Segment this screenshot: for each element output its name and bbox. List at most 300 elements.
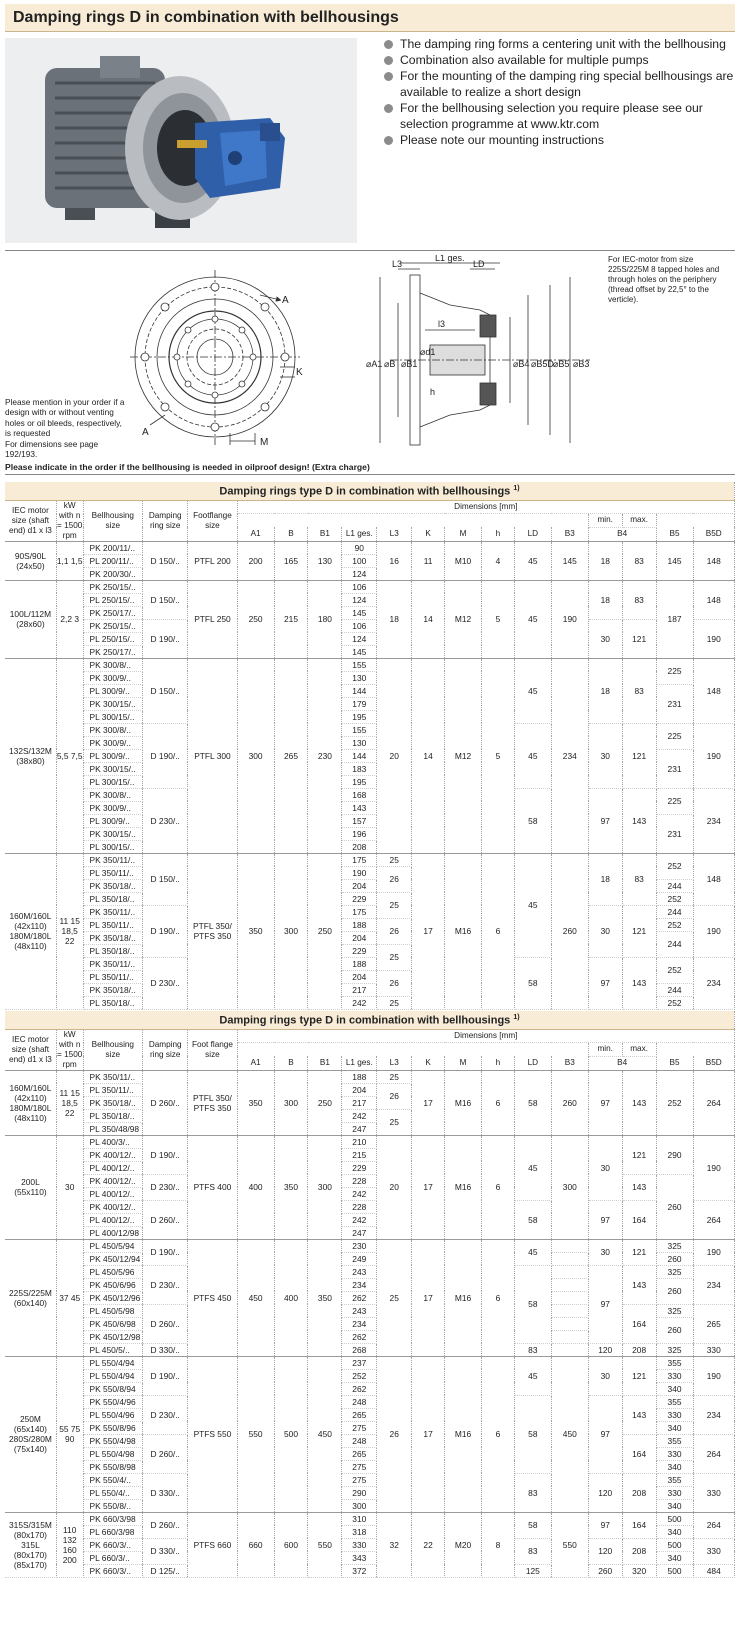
cell-bellhousing: PL 250/15/..: [83, 632, 143, 645]
cell-b5: 252: [656, 1070, 693, 1135]
dim-header: M: [445, 1056, 482, 1070]
dim-header: h: [481, 527, 514, 541]
table-caption: Damping rings type D in combination with bellhousings $^{1)}$: [5, 1011, 735, 1029]
cell-b: 300: [274, 853, 308, 1009]
cell-b5: 231: [656, 749, 693, 788]
cell-b5: 325: [656, 1239, 693, 1252]
table-caption: Damping rings type D in combination with bellhousings $^{1)}$: [5, 482, 735, 500]
cell-foot: PTFL 200: [188, 541, 237, 580]
cell-l1: 234: [342, 1278, 377, 1291]
cell-kw: 2,2 3: [56, 580, 83, 658]
cell-bellhousing: PK 550/8/98: [83, 1460, 143, 1473]
cell-l1: 179: [342, 697, 377, 710]
cell-bellhousing: PK 400/12/..: [83, 1148, 143, 1161]
cell-iec: 160M/160L (42x110) 180M/180L (48x110): [5, 1070, 56, 1135]
cell-l1: 237: [342, 1356, 377, 1369]
cell-b4min: 120: [588, 1343, 622, 1356]
cell-b4max: 121: [622, 1239, 656, 1265]
cell-l3: 26: [377, 918, 412, 944]
label-b1: ⌀B1: [401, 359, 418, 369]
cell-b5: 252: [656, 918, 693, 931]
dim-header: B4: [588, 1056, 656, 1070]
cell-bellhousing: PK 300/8/..: [83, 658, 143, 671]
cell-h: 6: [481, 853, 514, 1009]
label-l3-inner: l3: [438, 319, 446, 329]
cell-l3: 25: [377, 1239, 412, 1356]
cell-bellhousing: PL 300/9/..: [83, 684, 143, 697]
cell-b5: 355: [656, 1434, 693, 1447]
cell-kw: 30: [56, 1135, 83, 1239]
cell-ld: 45: [514, 1356, 551, 1395]
cell-foot: PTFS 550: [188, 1356, 237, 1512]
label-b4: ⌀B4: [513, 359, 530, 369]
cell-b4max: 121: [622, 1356, 656, 1395]
cell-b3: 190: [551, 580, 588, 658]
cell-l3: 25: [377, 996, 412, 1009]
cell-ld: 45: [514, 580, 551, 658]
cell-bellhousing: PL 550/4/94: [83, 1369, 143, 1382]
cell-bellhousing: PL 400/3/..: [83, 1135, 143, 1148]
feature-item: For the bellhousing selection you require please see our selection programme at www.ktr.com: [384, 100, 734, 132]
cell-l3: 26: [377, 866, 412, 892]
cell-bellhousing: PK 300/15/..: [83, 697, 143, 710]
cell-l1: 249: [342, 1252, 377, 1265]
table-row: [5, 1343, 735, 1356]
cell-bellhousing: PL 300/9/..: [83, 814, 143, 827]
cell-ring: D 230/..: [143, 1265, 188, 1304]
cell-b4min: 30: [588, 905, 622, 957]
cell-l1: 265: [342, 1408, 377, 1421]
feature-item: The damping ring forms a centering unit with the bellhousing: [384, 36, 734, 52]
cell-bellhousing: PK 550/4/96: [83, 1395, 143, 1408]
dim-header: B5: [656, 527, 693, 541]
cell-l1: 275: [342, 1421, 377, 1434]
cell-l1: 300: [342, 1499, 377, 1512]
cell-l1: 229: [342, 944, 377, 957]
cell-l1: 157: [342, 814, 377, 827]
b4-max: max.: [622, 1043, 656, 1057]
cell-l1: 262: [342, 1382, 377, 1395]
cell-b5: 340: [656, 1382, 693, 1395]
cell-l1: 343: [342, 1551, 377, 1564]
b4-max: max.: [622, 514, 656, 528]
cell-b5: 330: [656, 1486, 693, 1499]
cell-bellhousing: PL 300/9/..: [83, 749, 143, 762]
cell-b4min: 97: [588, 1395, 622, 1473]
cell-b5d: 330: [693, 1473, 734, 1512]
cell-b: 215: [274, 580, 308, 658]
cell-l1: 144: [342, 749, 377, 762]
cell-l1: 318: [342, 1525, 377, 1538]
cell-b5d: 190: [693, 905, 734, 957]
cell-b5: 340: [656, 1460, 693, 1473]
cell-l1: 243: [342, 1304, 377, 1317]
cell-l1: 130: [342, 671, 377, 684]
cell-bellhousing: PK 250/17/..: [83, 645, 143, 658]
cell-l1: 168: [342, 788, 377, 801]
cell-l1: 204: [342, 1083, 377, 1096]
cell-bellhousing: PK 550/8/96: [83, 1421, 143, 1434]
cell-b4max: 83: [622, 853, 656, 905]
cell-iec: 225S/225M (60x140): [5, 1239, 56, 1356]
cell-bellhousing: PK 350/11/..: [83, 957, 143, 970]
cell-bellhousing: PL 200/11/..: [83, 554, 143, 567]
cell-l1: 144: [342, 684, 377, 697]
cell-bellhousing: PK 550/4/..: [83, 1473, 143, 1486]
cell-iec: 160M/160L (42x110) 180M/180L (48x110): [5, 853, 56, 1009]
cell-m: M12: [445, 658, 482, 853]
dim-header: L1 ges.: [342, 527, 377, 541]
cell-ring: D 150/..: [143, 580, 188, 619]
cell-bellhousing: PK 450/6/96: [83, 1278, 143, 1291]
col-ring: Damping ring size: [143, 500, 188, 541]
table-row: [5, 1473, 735, 1486]
cell-bellhousing: PL 550/4/96: [83, 1408, 143, 1421]
cell-b4min: 30: [588, 1356, 622, 1395]
dim-header: B5D: [693, 527, 734, 541]
cell-l1: 217: [342, 1096, 377, 1109]
cell-bellhousing: PL 450/5/98: [83, 1304, 143, 1317]
cell-foot: PTFS 450: [188, 1239, 237, 1356]
cell-a1: 350: [237, 1070, 274, 1135]
cell-l1: 155: [342, 658, 377, 671]
pump-motor-illustration: [5, 38, 357, 243]
cell-ld: 45: [514, 1135, 551, 1200]
cell-b3: 260: [551, 853, 588, 1009]
cell-bellhousing: PK 660/3/..: [83, 1564, 143, 1577]
cell-b5d: 148: [693, 853, 734, 905]
label-k: K: [296, 367, 303, 378]
cell-b5d: 234: [693, 1265, 734, 1304]
table-row: [5, 658, 735, 671]
cell-b4max: 143: [622, 1395, 656, 1434]
cell-b5d: 264: [693, 1200, 734, 1239]
cell-b4max: 121: [622, 1135, 656, 1174]
cell-l1: 124: [342, 567, 377, 580]
cell-b4max: 143: [622, 1265, 656, 1304]
cell-k: 14: [412, 658, 445, 853]
cell-k: 22: [412, 1512, 445, 1577]
cell-b4max: 208: [622, 1473, 656, 1512]
cell-b5: 225: [656, 658, 693, 684]
cell-b1: 250: [308, 853, 342, 1009]
cell-b4min: 18: [588, 853, 622, 905]
cell-b: 300: [274, 1070, 308, 1135]
cell-bellhousing: PL 660/3/..: [83, 1551, 143, 1564]
cell-b: 600: [274, 1512, 308, 1577]
bellhousing-table-1: [5, 482, 735, 1010]
table-row: [5, 1434, 735, 1447]
cell-bellhousing: PL 660/3/98: [83, 1525, 143, 1538]
cell-l1: 262: [342, 1330, 377, 1343]
cell-l1: 208: [342, 840, 377, 853]
cell-foot: PTFL 350/ PTFS 350: [188, 1070, 237, 1135]
cell-bellhousing: PL 350/18/..: [83, 944, 143, 957]
cell-l1: 230: [342, 1239, 377, 1252]
table-row: [5, 1135, 735, 1148]
cell-b5: 355: [656, 1395, 693, 1408]
cell-l1: 242: [342, 1213, 377, 1226]
cell-iec: 132S/132M (38x80): [5, 658, 56, 853]
cell-h: 6: [481, 1070, 514, 1135]
cell-ld: 58: [514, 788, 551, 853]
cell-bellhousing: PK 400/12/..: [83, 1174, 143, 1187]
cell-l1: 204: [342, 970, 377, 983]
cell-bellhousing: PK 250/15/..: [83, 619, 143, 632]
dim-header: LD: [514, 1056, 551, 1070]
cell-bellhousing: PL 350/11/..: [83, 970, 143, 983]
cell-b5: 244: [656, 983, 693, 996]
cell-bellhousing: PL 250/15/..: [83, 593, 143, 606]
cell-bellhousing: PK 660/3/98: [83, 1512, 143, 1525]
cell-b4max: 164: [622, 1512, 656, 1538]
cell-ld: 45: [514, 723, 551, 788]
cell-empty: [551, 1343, 588, 1356]
cell-b4max: 121: [622, 619, 656, 658]
cell-l1: 124: [342, 593, 377, 606]
cell-l1: 330: [342, 1538, 377, 1551]
cell-b4min: 97: [588, 957, 622, 1009]
cell-empty: [551, 1252, 588, 1265]
cell-b5: 244: [656, 931, 693, 957]
bellhousing-table-2: [5, 1011, 735, 1578]
table-row: [5, 853, 735, 866]
cell-empty: [551, 1317, 588, 1330]
cell-b5: 252: [656, 892, 693, 905]
cell-bellhousing: PL 400/12/98: [83, 1226, 143, 1239]
cell-b1: 550: [308, 1512, 342, 1577]
cell-b5d: 234: [693, 1395, 734, 1434]
cell-ring: D 230/..: [143, 1395, 188, 1434]
cell-iec: 100L/112M (28x60): [5, 580, 56, 658]
cell-b4max: 164: [622, 1200, 656, 1239]
feature-list: [384, 36, 734, 148]
cell-b5: 330: [656, 1447, 693, 1460]
cell-bellhousing: PK 350/11/..: [83, 905, 143, 918]
cell-b5d: 265: [693, 1304, 734, 1343]
cell-h: 6: [481, 1135, 514, 1239]
b4-min: min.: [588, 514, 622, 528]
table-row: [5, 957, 735, 970]
cell-b: 265: [274, 658, 308, 853]
cell-empty: [551, 1278, 588, 1291]
cell-bellhousing: PK 300/8/..: [83, 788, 143, 801]
dim-header: h: [481, 1056, 514, 1070]
cell-empty: [551, 1304, 588, 1317]
cell-m: M20: [445, 1512, 482, 1577]
cell-kw: 11 15 18,5 22: [56, 1070, 83, 1135]
label-b5d: ⌀B5D: [531, 359, 554, 369]
cell-ring: D 190/..: [143, 619, 188, 658]
cell-b1: 230: [308, 658, 342, 853]
cell-ring: D 190/..: [143, 1356, 188, 1395]
cell-l1: 242: [342, 996, 377, 1009]
table-row: [5, 1200, 735, 1213]
table-row: [5, 1304, 735, 1317]
cell-b1: 300: [308, 1135, 342, 1239]
table-row: [5, 1239, 735, 1252]
cell-b: 165: [274, 541, 308, 580]
cell-b4min: 97: [588, 1512, 622, 1538]
cell-b4max: 121: [622, 723, 656, 788]
dim-header: A1: [237, 1056, 274, 1070]
label-a1: ⌀A1: [366, 359, 383, 369]
cell-b4max: 208: [622, 1538, 656, 1564]
cell-bellhousing: PK 300/9/..: [83, 736, 143, 749]
cell-l1: 275: [342, 1460, 377, 1473]
cell-l1: 290: [342, 1486, 377, 1499]
label-h: h: [430, 387, 436, 397]
cell-b1: 130: [308, 541, 342, 580]
cell-b5d: 264: [693, 1070, 734, 1135]
cell-ring: D 230/..: [143, 788, 188, 853]
cell-b4max: 143: [622, 1174, 656, 1200]
cell-k: 14: [412, 580, 445, 658]
cell-l1: 145: [342, 606, 377, 619]
cell-b5: 330: [656, 1408, 693, 1421]
cell-kw: 110 132 160 200: [56, 1512, 83, 1577]
cell-b1: 350: [308, 1239, 342, 1356]
cell-empty: [551, 1330, 588, 1343]
cell-b5d: 264: [693, 1434, 734, 1473]
cell-iec: 315S/315M (80x170) 315L (80x170) (85x170): [5, 1512, 56, 1577]
cell-ring: D 190/..: [143, 905, 188, 957]
cell-m: M16: [445, 1135, 482, 1239]
dim-header: L1 ges.: [342, 1056, 377, 1070]
cell-b3: 450: [551, 1356, 588, 1512]
cell-b5: 500: [656, 1512, 693, 1525]
cell-l3: 32: [377, 1512, 412, 1577]
cell-ring: D 260/..: [143, 1070, 188, 1135]
cell-bellhousing: PL 350/11/..: [83, 1083, 143, 1096]
cell-l1: 228: [342, 1200, 377, 1213]
cell-h: 6: [481, 1239, 514, 1356]
cell-ld: 58: [514, 1395, 551, 1473]
cell-b5: 244: [656, 905, 693, 918]
cell-a1: 250: [237, 580, 274, 658]
cell-b4min: 97: [588, 1200, 622, 1239]
cell-b5d: 234: [693, 957, 734, 1009]
divider: [5, 250, 735, 251]
cell-l1: 204: [342, 931, 377, 944]
cell-l1: 248: [342, 1395, 377, 1408]
cell-b5: 231: [656, 814, 693, 853]
cell-k: 17: [412, 853, 445, 1009]
dim-header: B5D: [693, 1056, 734, 1070]
cell-l1: 268: [342, 1343, 377, 1356]
cell-ring: D 125/..: [143, 1564, 188, 1577]
cell-b5: 355: [656, 1473, 693, 1486]
cell-b4max: 320: [622, 1564, 656, 1577]
cell-b5d: 148: [693, 541, 734, 580]
cell-b1: 250: [308, 1070, 342, 1135]
table-row: [5, 905, 735, 918]
cell-b5d: 190: [693, 1135, 734, 1200]
cell-b4min: 30: [588, 619, 622, 658]
cell-bellhousing: PL 350/11/..: [83, 866, 143, 879]
dim-header: L3: [377, 1056, 412, 1070]
cell-b4max: 164: [622, 1434, 656, 1473]
cell-b5: 340: [656, 1499, 693, 1512]
cell-bellhousing: PK 250/15/..: [83, 580, 143, 593]
cell-m: M12: [445, 580, 482, 658]
cell-b5: 340: [656, 1525, 693, 1538]
col-iec: IEC motor size (shaft end) d1 x l3: [5, 1029, 56, 1070]
cell-l1: 195: [342, 775, 377, 788]
cell-bellhousing: PK 450/12/98: [83, 1330, 143, 1343]
cell-m: M16: [445, 853, 482, 1009]
cell-b5d: 484: [693, 1564, 734, 1577]
cell-bellhousing: PK 450/12/94: [83, 1252, 143, 1265]
cell-bellhousing: PK 450/6/98: [83, 1317, 143, 1330]
label-ld: LD: [473, 259, 485, 269]
cell-bellhousing: PK 450/12/96: [83, 1291, 143, 1304]
cell-ld: 58: [514, 1512, 551, 1538]
cell-iec: 250M (65x140) 280S/280M (75x140): [5, 1356, 56, 1512]
cell-ld: 58: [514, 1265, 551, 1343]
cell-b5: 252: [656, 957, 693, 983]
cell-kw: 11 15 18,5 22: [56, 853, 83, 1009]
cell-l1: 155: [342, 723, 377, 736]
cell-b4min: 260: [588, 1564, 622, 1577]
cell-h: 5: [481, 658, 514, 853]
cell-b5: 187: [656, 580, 693, 658]
feature-item: Combination also available for multiple pumps: [384, 52, 734, 68]
cell-a1: 200: [237, 541, 274, 580]
cell-m: M16: [445, 1239, 482, 1356]
cell-b5d: 148: [693, 658, 734, 723]
cell-k: 11: [412, 541, 445, 580]
cell-kw: 55 75 90: [56, 1356, 83, 1512]
cell-empty: [551, 1265, 588, 1278]
cell-b5d: 234: [693, 788, 734, 853]
cell-foot: PTFL 250: [188, 580, 237, 658]
cell-bellhousing: PL 300/15/..: [83, 840, 143, 853]
col-ring: Damping ring size: [143, 1029, 188, 1070]
cell-bellhousing: PL 350/18/..: [83, 892, 143, 905]
cell-l1: 247: [342, 1226, 377, 1239]
cell-m: M16: [445, 1356, 482, 1512]
label-b: ⌀B: [384, 359, 396, 369]
cell-b5: 225: [656, 788, 693, 814]
cell-l3: 25: [377, 1109, 412, 1135]
cell-ld: 83: [514, 1343, 551, 1356]
cell-ring: D 230/..: [143, 957, 188, 1009]
cell-b5: 325: [656, 1304, 693, 1317]
cell-l3: 25: [377, 944, 412, 970]
cell-h: 4: [481, 541, 514, 580]
cell-l1: 90: [342, 541, 377, 554]
cell-l1: 248: [342, 1434, 377, 1447]
cell-bellhousing: PL 450/5/94: [83, 1239, 143, 1252]
cell-b4min: 30: [588, 723, 622, 788]
dim-header: A1: [237, 527, 274, 541]
cell-b4min: 18: [588, 580, 622, 619]
cell-b5d: 264: [693, 1512, 734, 1538]
cell-ld: 45: [514, 853, 551, 957]
cell-b5: 252: [656, 996, 693, 1009]
cell-empty: [551, 1291, 588, 1304]
cell-ring: D 260/..: [143, 1434, 188, 1473]
cell-a1: 400: [237, 1135, 274, 1239]
cell-b5: 290: [656, 1135, 693, 1174]
cell-b3: 300: [551, 1135, 588, 1239]
cell-bellhousing: PL 350/48/98: [83, 1122, 143, 1135]
cell-bellhousing: PK 660/3/..: [83, 1538, 143, 1551]
cell-l1: 229: [342, 892, 377, 905]
cell-m: M16: [445, 1070, 482, 1135]
table-row: [5, 580, 735, 593]
